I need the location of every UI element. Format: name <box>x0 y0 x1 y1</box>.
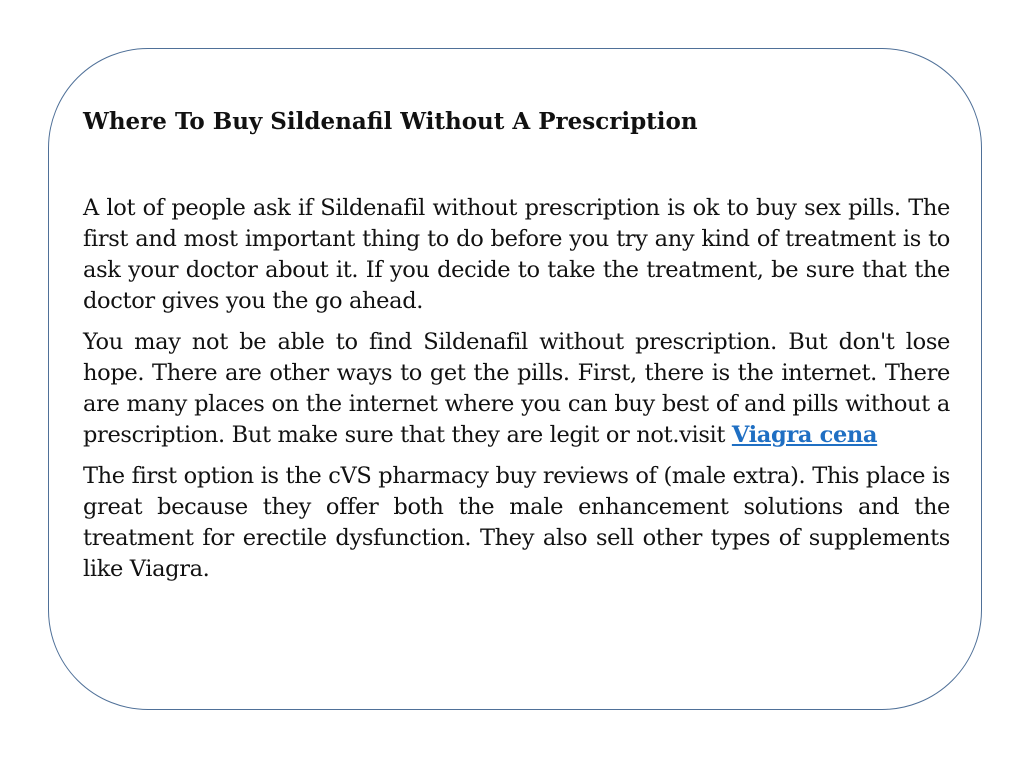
paragraph-3-text: The first option is the cVS pharmacy buy reviews of (male extra). This place is great because they offer both the male enhancement solutions and the treatment for erectile dysfunction. They also sell other types of supplements like Viagra. <box>83 463 950 582</box>
paragraph-2 <box>83 327 950 451</box>
paragraph-2-text: You may not be able to find Sildenafil without prescription. But don't lose hope. There are other ways to get the pills. First, there is the internet. There are many places on the internet where you can buy best of and pills without a prescription. But make sure that they are legit or not.visit <box>83 329 950 448</box>
paragraph-1 <box>83 193 950 317</box>
paragraph-3 <box>83 461 950 585</box>
slide-content <box>83 104 950 585</box>
viagra-cena-link[interactable]: Viagra cena <box>731 422 878 448</box>
paragraph-1-text: A lot of people ask if Sildenafil without prescription is ok to buy sex pills. The first and most important thing to do before you try any kind of treatment is to ask your doctor about it. If you decide to take the treatment, be sure that the doctor gives you the go ahead. <box>83 195 950 314</box>
page-title: Where To Buy Sildenafil Without A Prescription <box>83 108 698 135</box>
